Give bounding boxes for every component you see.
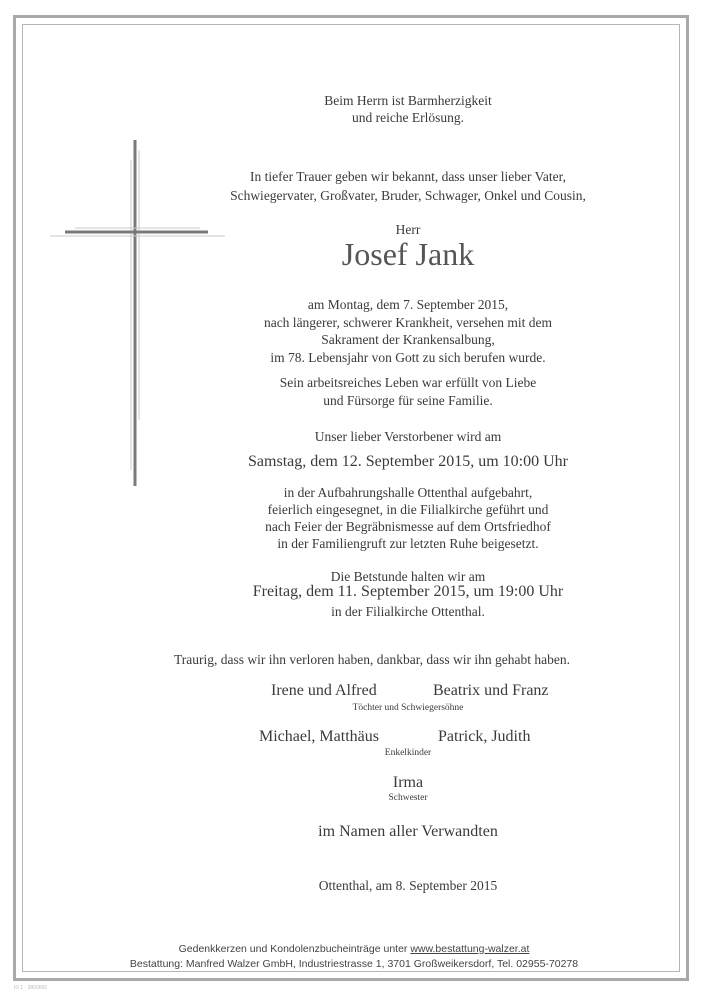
footer-text: Gedenkkerzen und Kondolenzbucheinträge unter [178,943,411,955]
relatives-line: im Namen aller Verwandten [318,823,498,840]
grandchildren-1: Michael, Matthäus [259,728,379,745]
daughters-label: Töchter und Schwiegersöhne [352,703,464,713]
death-line-3: Sakrament der Krankensalbung, [321,332,495,347]
life-line-1: Sein arbeitsreiches Leben war erfüllt von Liebe [279,375,537,390]
death-line-2: nach längerer, schwerer Krankheit, versehen mit dem [263,315,553,330]
place-date: Ottenthal, am 8. September 2015 [318,878,498,893]
prayer-line-3: in der Filialkirche Ottenthal. [331,604,485,619]
stamp-code: ID 1 - 3800555 [14,985,48,991]
death-line-1: am Montag, dem 7. September 2015, [307,297,509,312]
funeral-detail-2: feierlich eingesegnet, in die Filialkirche geführt und [267,502,549,517]
footer-line-2: Bestattung: Manfred Walzer GmbH, Industriestrasse 1, 3701 Großweikersdorf, Tel. 02955-70278 [129,958,579,970]
funeral-intro: Unser lieber Verstorbener wird am [314,429,502,444]
footer-link[interactable]: www.bestattung-walzer.at [410,943,530,955]
sister-label: Schwester [388,793,428,803]
funeral-detail-3: nach Feier der Begräbnismesse auf dem Ortsfriedhof [265,519,551,534]
intro-line-2: Schwiegervater, Großvater, Bruder, Schwager, Onkel und Cousin, [230,188,586,203]
salutation: Herr [395,222,421,237]
footer-line-1 [0,943,708,955]
grandchildren-label: Enkelkinder [384,748,432,758]
death-line-4: im 78. Lebensjahr von Gott zu sich berufen wurde. [270,350,546,365]
life-line-2: und Fürsorge für seine Familie. [323,393,493,408]
funeral-detail-4: in der Familiengruft zur letzten Ruhe beigesetzt. [277,536,539,551]
grandchildren-2: Patrick, Judith [438,728,531,745]
funeral-detail-1: in der Aufbahrungshalle Ottenthal aufgebahrt, [283,485,533,500]
motto-line-2: und reiche Erlösung. [351,110,465,125]
prayer-line-1: Die Betstunde halten wir am [330,569,486,584]
funeral-date: Samstag, dem 12. September 2015, um 10:00 Uhr [248,453,568,470]
prayer-date: Freitag, dem 11. September 2015, um 19:00 Uhr [252,583,564,600]
sister-name: Irma [392,774,424,791]
daughter-1: Irene und Alfred [271,682,377,699]
intro-line-1: In tiefer Trauer geben wir bekannt, dass unser lieber Vater, [250,169,566,184]
deceased-name: Josef Jank [341,236,475,272]
daughter-2: Beatrix und Franz [433,682,549,699]
mourning-line: Traurig, dass wir ihn verloren haben, dankbar, dass wir ihn gehabt haben. [174,652,570,667]
motto-line-1: Beim Herrn ist Barmherzigkeit [324,93,492,108]
